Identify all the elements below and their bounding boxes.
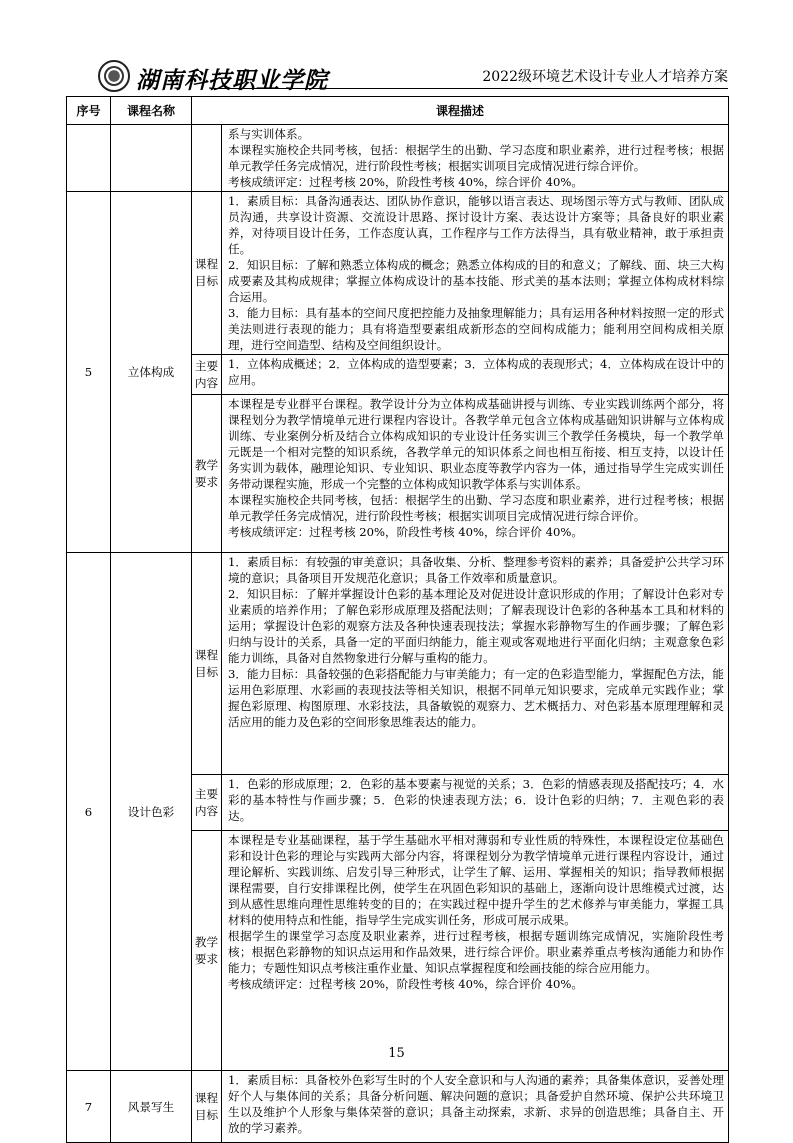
description-cell: [222, 775, 729, 831]
section-label: 课程目标: [192, 1071, 222, 1143]
school-name: 湖南科技职业学院: [136, 67, 328, 94]
page-header: [66, 58, 728, 92]
description-cell: [222, 192, 729, 355]
number-cell: [67, 125, 111, 192]
table-row: [67, 1071, 729, 1143]
table-row: [67, 553, 729, 775]
description-paragraph: 本课程是专业基础课程，基于学生基础水平相对薄弱和专业性质的特殊性，本课程设定位基础色彩和设计色彩的理论与实践两大部分内容，将课程划分为教学情境单元进行课程内容设计，通过理论解析、实践训练、启发引导三种形式，让学生了解、运用、掌握相关的知识；指导教师根据课程需要，自行安排课程比例，使学生在巩固色彩知识的基础上，逐渐向设计思维模式过渡，达到从感性思维向理性思维转变的目的；在实践过程中提升学生的艺术修养与审美能力，掌握工具材料的使用特点和性能，指导学生完成实训任务，形成可展示成果。: [228, 833, 725, 927]
description-paragraph: 2．知识目标：了解并掌握设计色彩的基本理论及对促进设计意识形成的作用；了解设计色彩对专业素质的培养作用；了解色彩形成原理及搭配法则；了解表现设计色彩的各种基本工具和材料的运用；掌握设计色彩的观察方法及各种快速表现技法；掌握水彩静物写生的作画步骤；了解色彩归纳与设计的关系，具备一定的平面归纳能力，能主观或客观地进行平面化归纳；主观意象色彩能力训练，具备对自然物象进行分解与重构的能力。: [228, 587, 725, 665]
description-paragraph: 考核成绩评定：过程考核 20%，阶段性考核 40%，综合评价 40%。: [228, 977, 584, 991]
section-label: 课程目标: [192, 192, 222, 355]
header-rule: [212, 88, 728, 89]
description-cell: [222, 1071, 729, 1143]
description-paragraph: 本课程实施校企共同考核，包括：根据学生的出勤、学习态度和职业素养，进行过程考核；根据单元教学任务完成情况，进行阶段性考核；根据实训项目完成情况进行综合评价。: [228, 493, 725, 523]
section-label: 主要内容: [192, 775, 222, 831]
description-cell: [222, 355, 729, 395]
description-cell: [222, 831, 729, 1071]
description-paragraph: 1．素质目标：有较强的审美意识；具备收集、分析、整理参考资料的素养；具备爱护公共学习环境的意识；具备项目开发规范化意识；具备工作效率和质量意识。: [228, 555, 725, 585]
description-paragraph: 本课程实施校企共同考核，包括：根据学生的出勤、学习态度和职业素养，进行过程考核；根据单元教学任务完成情况，进行阶段性考核；根据实训项目完成情况进行综合评价。: [228, 143, 725, 173]
course-name: 风景写生: [111, 1071, 192, 1143]
course-number: 5: [67, 192, 111, 553]
description-paragraph: 3．能力目标：具备较强的色彩搭配能力与审美能力；有一定的色彩造型能力，掌握配色方法，能运用色彩原理、水彩画的表现技法等相关知识，根据不同单元知识要求，完成单元实践作业；掌握色彩原理、构图原理、水彩技法，具备敏锐的观察力、艺术概括力、对色彩基本原理理解和灵活应用的能力及色彩的空间形象思维表达的能力。: [228, 667, 725, 729]
description-paragraph: 系与实训体系。: [228, 127, 310, 141]
document-title: 2022级环境艺术设计专业人才培养方案: [482, 69, 728, 85]
description-cell: [222, 395, 729, 553]
col-header-description: 课程描述: [192, 97, 729, 125]
section-label: 教学要求: [192, 831, 222, 1071]
table-header-row: [67, 97, 729, 125]
description-paragraph: 3．能力目标：具有基本的空间尺度把控能力及抽象理解能力；具有运用各种材料按照一定的形式美法则进行表现的能力；具有将造型要素组成新形态的空间构成能力；能利用空间构成相关原理，进行空间造型、结构及空间组织设计。: [228, 306, 725, 352]
table-row: [67, 125, 729, 192]
course-name-cell: [111, 125, 192, 192]
description-cell: [222, 553, 729, 775]
description-paragraph: 1．色彩的形成原理；2．色彩的基本要素与视觉的关系；3．色彩的情感表现及搭配技巧；4．水彩的基本特性与作画步骤；5．色彩的快速表现方法；6．设计色彩的归纳；7．主观色彩的表达。: [228, 777, 725, 823]
course-name: 设计色彩: [111, 553, 192, 1071]
description-paragraph: 1．素质目标：具备沟通表达、团队协作意识，能够以语言表达、现场图示等方式与教师、团队成员沟通，共享设计资源、交流设计思路、探讨设计方案、表达设计方案等；具备良好的职业素养，对待项目设计任务，工作态度认真，工作程序与工作方法得当，具有敬业精神，敢于承担责任。: [228, 194, 725, 256]
description-paragraph: 2．知识目标：了解和熟悉立体构成的概念；熟悉立体构成的目的和意义；了解线、面、块三大构成要素及其构成规律；掌握立体构成设计的基本技能、形式美的基本法则；掌握立体构成材料综合运用。: [228, 258, 725, 304]
col-header-course-name: 课程名称: [111, 97, 192, 125]
description-paragraph: 考核成绩评定：过程考核 20%，阶段性考核 40%，综合评价 40%。: [228, 175, 584, 189]
course-number: 7: [67, 1071, 111, 1143]
course-table: [66, 96, 729, 1143]
course-name: 立体构成: [111, 192, 192, 553]
description-cell: [222, 125, 729, 192]
description-paragraph: 1．素质目标：具备校外色彩写生时的个人安全意识和与人沟通的素养；具备集体意识，妥善处理好个人与集体间的关系；具备分析问题、解决问题的意识；具备爱护自然环境、保护公共环境卫生以及维护个人形象与集体荣誉的意识；具备主动探索，求新、求异的创造思维；具备自主、开放的学习素养。: [228, 1073, 725, 1135]
school-logo-icon: [98, 60, 130, 92]
col-header-number: 序号: [67, 97, 111, 125]
page-number: 15: [388, 1046, 405, 1061]
course-number: 6: [67, 553, 111, 1071]
section-label: 课程目标: [192, 553, 222, 775]
description-paragraph: 本课程是专业群平台课程。教学设计分为立体构成基础讲授与训练、专业实践训练两个部分，将课程划分为教学情境单元进行课程内容设计。各教学单元包含立体构成基础知识讲解与立体构成训练、专业案例分析及结合立体构成知识的专业设计任务实训三个教学任务模块，每一个教学单元既是一个相对完整的知识系统，各教学单元的知识体系之间也相互衔接、相互支持，以设计任务实训为载体，融理论知识、专业知识、职业态度等教学内容为一体，通过指导学生完成实训任务带动课程实施，形成一个完整的立体构成知识教学体系与实训体系。: [228, 397, 725, 491]
table-row: [67, 192, 729, 355]
section-label: 教学要求: [192, 395, 222, 553]
description-paragraph: 1．立体构成概述；2．立体构成的造型要素；3．立体构成的表现形式；4．立体构成在设计中的应用。: [228, 357, 725, 387]
section-label: 主要内容: [192, 355, 222, 395]
description-paragraph: 考核成绩评定：过程考核 20%，阶段性考核 40%，综合评价 40%。: [228, 525, 584, 539]
description-paragraph: 根据学生的课堂学习态度及职业素养，进行过程考核，根据专题训练完成情况，实施阶段性考核；根据色彩静物的知识点运用和作品效果，进行综合评价。职业素养重点考核沟通能力和协作能力；专题性知识点考核注重作业量、知识点掌握程度和绘画技能的综合应用能力。: [228, 929, 725, 975]
section-label-cell: [192, 125, 222, 192]
